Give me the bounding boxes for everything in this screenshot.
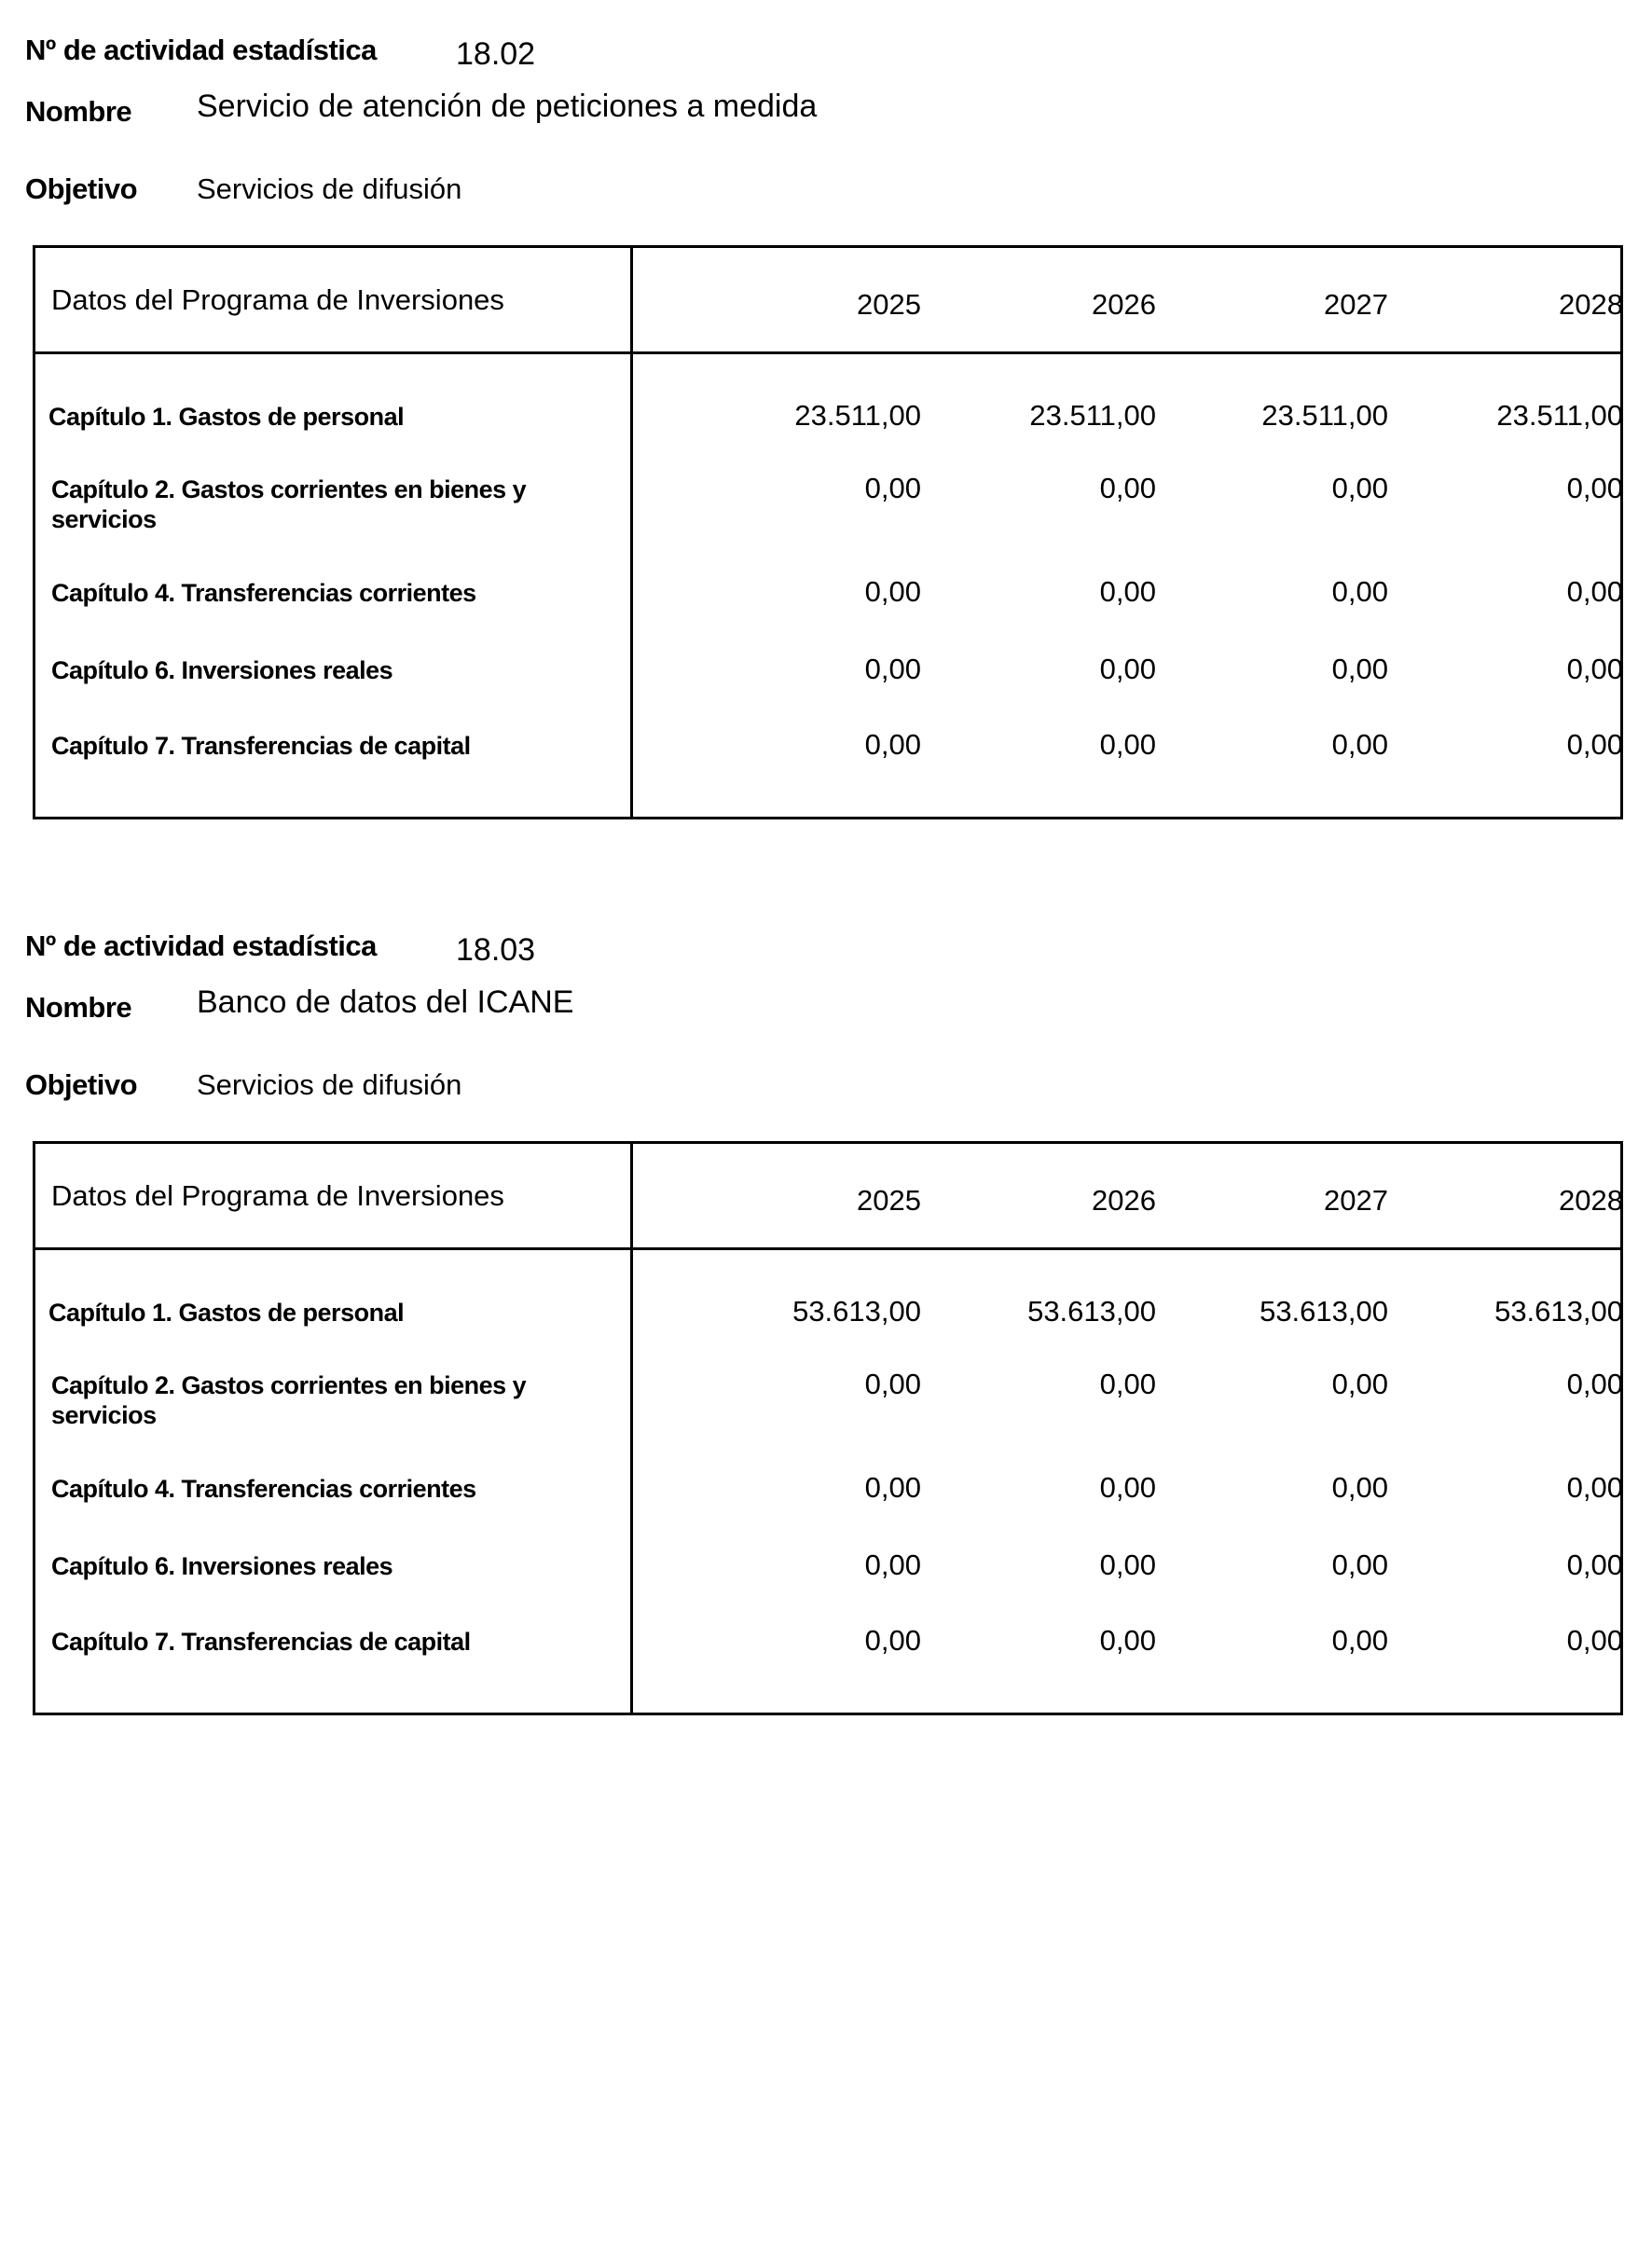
- row-label: Capítulo 6. Inversiones reales: [51, 656, 393, 684]
- row-value: 53.613,00: [1494, 1295, 1623, 1328]
- row-value: 0,00: [1566, 1624, 1623, 1657]
- investment-table: [33, 1141, 1623, 1715]
- row-value: 0,00: [1099, 1624, 1156, 1657]
- row-value: 53.613,00: [1027, 1295, 1156, 1328]
- activity-section-2: [0, 896, 1652, 1735]
- name-label: Nombre: [25, 95, 132, 128]
- objective-value: Servicios de difusión: [197, 172, 462, 205]
- table-row: [35, 1471, 1623, 1548]
- activity-name-value: Banco de datos del ICANE: [197, 984, 574, 1020]
- row-value: 0,00: [1099, 653, 1156, 685]
- row-value: 0,00: [1099, 575, 1156, 608]
- row-value: 0,00: [864, 472, 921, 504]
- year-header: 2027: [1324, 288, 1388, 321]
- row-value: 0,00: [864, 575, 921, 608]
- row-value: 0,00: [864, 1548, 921, 1581]
- table-row: [35, 728, 1623, 805]
- row-value: 23.511,00: [1029, 399, 1156, 432]
- row-value: 0,00: [1099, 728, 1156, 761]
- row-value: 0,00: [1331, 728, 1388, 761]
- row-value: 0,00: [1566, 472, 1623, 504]
- table-header-divider: [35, 351, 1620, 354]
- objective-label: Objetivo: [25, 172, 138, 205]
- year-header: 2026: [1092, 1184, 1156, 1217]
- table-row: [35, 1548, 1623, 1626]
- table-header-divider: [35, 1247, 1620, 1250]
- row-value: 23.511,00: [1261, 399, 1388, 432]
- row-value: 0,00: [1099, 1368, 1156, 1400]
- row-value: 0,00: [1099, 472, 1156, 504]
- table-title: Datos del Programa de Inversiones: [51, 283, 504, 316]
- year-header: 2028: [1559, 288, 1623, 321]
- activity-number-label: Nº de actividad estadística: [25, 929, 377, 962]
- row-value: 0,00: [864, 728, 921, 761]
- row-value: 0,00: [1566, 1471, 1623, 1504]
- row-label: Capítulo 2. Gastos corrientes en bienes y servicios: [51, 1371, 527, 1429]
- year-header: 2026: [1092, 288, 1156, 321]
- row-label: Capítulo 7. Transferencias de capital: [51, 1628, 471, 1656]
- table-row: [35, 575, 1623, 653]
- row-label: Capítulo 1. Gastos de personal: [48, 1299, 405, 1327]
- activity-number-value: 18.03: [456, 932, 536, 968]
- table-row: [35, 472, 1623, 549]
- row-label: Capítulo 2. Gastos corrientes en bienes y servicios: [51, 475, 527, 533]
- objective-label: Objetivo: [25, 1068, 138, 1101]
- row-value: 0,00: [1331, 1368, 1388, 1400]
- row-value: 0,00: [1566, 1368, 1623, 1400]
- row-value: 0,00: [864, 1624, 921, 1657]
- row-value: 0,00: [864, 1471, 921, 1504]
- name-label: Nombre: [25, 991, 132, 1024]
- year-header: 2025: [857, 1184, 921, 1217]
- row-label: Capítulo 6. Inversiones reales: [51, 1552, 393, 1580]
- objective-value: Servicios de difusión: [197, 1068, 462, 1101]
- year-header: 2027: [1324, 1184, 1388, 1217]
- row-value: 0,00: [1099, 1548, 1156, 1581]
- row-value: 0,00: [1331, 1471, 1388, 1504]
- row-value: 0,00: [1566, 653, 1623, 685]
- table-row: [35, 1368, 1623, 1445]
- row-value: 23.511,00: [794, 399, 921, 432]
- table-row: [35, 653, 1623, 730]
- table-row: [35, 1295, 1623, 1372]
- row-value: 0,00: [1566, 1548, 1623, 1581]
- row-value: 0,00: [1566, 728, 1623, 761]
- activity-name-value: Servicio de atención de peticiones a medida: [197, 89, 818, 124]
- row-value: 0,00: [1099, 1471, 1156, 1504]
- table-row: [35, 399, 1623, 476]
- investment-table: [33, 245, 1623, 819]
- row-label: Capítulo 4. Transferencias corrientes: [51, 579, 476, 607]
- row-value: 0,00: [864, 1368, 921, 1400]
- year-header: 2028: [1559, 1184, 1623, 1217]
- row-value: 0,00: [1331, 1548, 1388, 1581]
- row-value: 0,00: [1331, 472, 1388, 504]
- row-value: 0,00: [1331, 653, 1388, 685]
- row-value: 0,00: [1566, 575, 1623, 608]
- activity-number-value: 18.02: [456, 36, 536, 72]
- row-value: 53.613,00: [1260, 1295, 1388, 1328]
- row-value: 53.613,00: [792, 1295, 921, 1328]
- table-title: Datos del Programa de Inversiones: [51, 1179, 504, 1212]
- activity-section-1: [0, 0, 1652, 839]
- row-label: Capítulo 4. Transferencias corrientes: [51, 1475, 476, 1503]
- row-value: 0,00: [864, 653, 921, 685]
- table-row: [35, 1624, 1623, 1701]
- row-value: 0,00: [1331, 575, 1388, 608]
- activity-number-label: Nº de actividad estadística: [25, 34, 377, 66]
- row-value: 23.511,00: [1496, 399, 1623, 432]
- year-header: 2025: [857, 288, 921, 321]
- row-value: 0,00: [1331, 1624, 1388, 1657]
- row-label: Capítulo 7. Transferencias de capital: [51, 732, 471, 760]
- row-label: Capítulo 1. Gastos de personal: [48, 403, 405, 431]
